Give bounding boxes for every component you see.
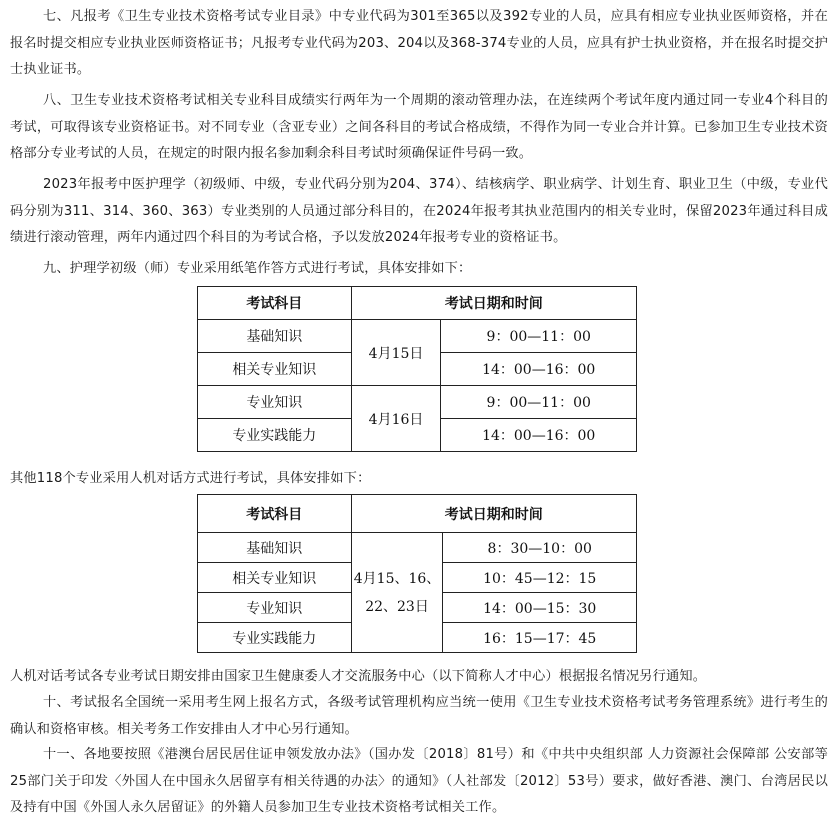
header-subject: 考试科目 [198, 287, 352, 320]
header-datetime: 考试日期和时间 [351, 495, 636, 533]
time-cell: 10：45—12：15 [443, 563, 637, 593]
time-cell: 9：00—11：00 [441, 320, 637, 353]
subject-cell: 基础知识 [198, 533, 352, 563]
paper-exam-schedule-table [197, 286, 637, 452]
paragraph-seven: 七、凡报考《卫生专业技术资格考试专业目录》中专业代码为301至365以及392专业的人员，应具有相应专业执业医师资格，并在报名时提交相应专业执业医师资格证书；凡报考专业代码为203、204以及368-374专业的人员，应具有护士执业资格，并在报名时提交护士执业证书。 [10, 9, 828, 77]
subject-cell: 专业实践能力 [198, 419, 352, 452]
computer-exam-schedule-table [197, 494, 637, 653]
time-cell: 14：00—15：30 [443, 593, 637, 623]
table-row [198, 533, 637, 563]
table-row [198, 320, 637, 353]
subject-cell: 基础知识 [198, 320, 352, 353]
paragraph-computer-exam-note: 人机对话考试各专业考试日期安排由国家卫生健康委人才交流服务中心（以下简称人才中心）根据报名情况另行通知。 [10, 669, 707, 684]
paragraph-eight: 八、卫生专业技术资格考试相关专业科目成绩实行两年为一个周期的滚动管理办法，在连续两个考试年度内通过同一专业4个科目的考试，可取得该专业资格证书。对不同专业（含亚专业）之间各科目的考试合格成绩，不得作为同一专业合并计算。已参加卫生专业技术资格部分专业考试的人员，在规定的时限内报名参加剩余科目考试时须确保证件号码一致。 [10, 93, 828, 161]
date-line-2: 22、23日 [365, 598, 429, 615]
date-cell: 4月15日 [351, 320, 441, 386]
subject-cell: 专业知识 [198, 593, 352, 623]
date-line-1: 4月15、16、 [353, 570, 441, 587]
time-cell: 8：30—10：00 [443, 533, 637, 563]
date-cell: 4月16日 [351, 386, 441, 452]
paragraph-nine-computer-exam: 其他118个专业采用人机对话方式进行考试，具体安排如下： [10, 471, 371, 486]
table-header-row [198, 287, 637, 320]
time-cell: 16：15—17：45 [443, 623, 637, 653]
paragraph-eleven: 十一、各地要按照《港澳台居民居住证申领发放办法》（国办发〔2018〕81号）和《中共中央组织部 人力资源社会保障部 公安部等25部门关于印发〈外国人在中国永久居留享有相关待遇的办法〉的通知》（人社部发〔2012〕53号）要求，做好香港、澳门、台湾居民以及持有中国《外国人永久居留证》的外籍人员参加卫生专业技术资格考试相关工作。 [10, 747, 828, 815]
paragraph-ten: 十、考试报名全国统一采用考生网上报名方式，各级考试管理机构应当统一使用《卫生专业技术资格考试考务管理系统》进行考生的确认和资格审核。相关考务工作安排由人才中心另行通知。 [10, 695, 828, 737]
time-cell: 14：00—16：00 [441, 419, 637, 452]
header-subject: 考试科目 [198, 495, 352, 533]
subject-cell: 专业实践能力 [198, 623, 352, 653]
subject-cell: 相关专业知识 [198, 563, 352, 593]
header-datetime: 考试日期和时间 [351, 287, 636, 320]
date-cell [351, 533, 443, 653]
paragraph-eight-continued: 2023年报考中医护理学（初级师、中级，专业代码分别为204、374）、结核病学、职业病学、计划生育、职业卫生（中级，专业代码分别为311、314、360、363）专业类别的人员通过部分科目的，在2024年报考其执业范围内的相关专业时，保留2023年通过科目成绩进行滚动管理，两年内通过四个科目的为考试合格，予以发放2024年报考专业的资格证书。 [10, 177, 828, 245]
time-cell: 14：00—16：00 [441, 353, 637, 386]
table-row [198, 386, 637, 419]
time-cell: 9：00—11：00 [441, 386, 637, 419]
table-header-row [198, 495, 637, 533]
subject-cell: 相关专业知识 [198, 353, 352, 386]
paragraph-nine: 九、护理学初级（师）专业采用纸笔作答方式进行考试，具体安排如下： [43, 261, 472, 276]
subject-cell: 专业知识 [198, 386, 352, 419]
